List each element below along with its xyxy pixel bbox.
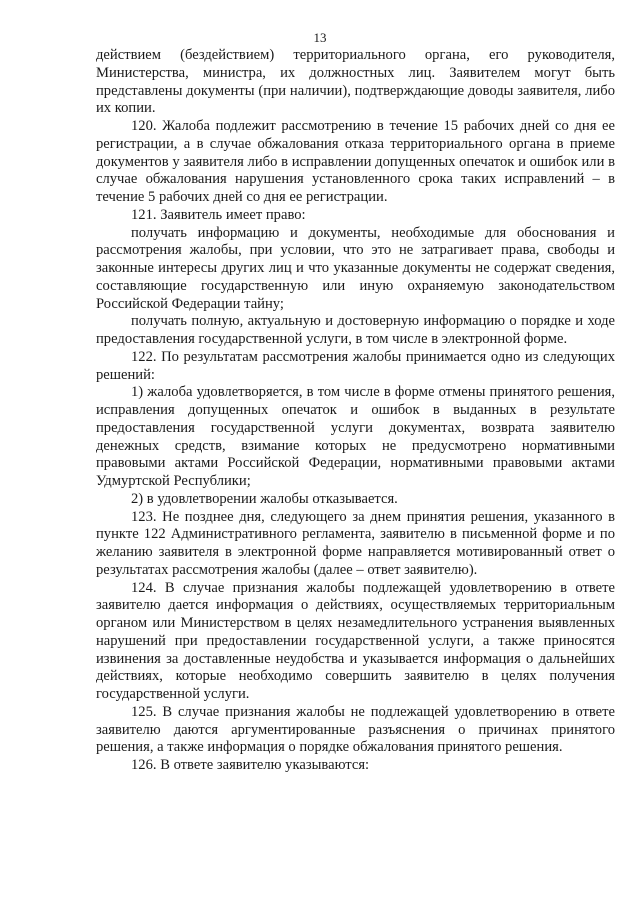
paragraph-121: 121. Заявитель имеет право:	[131, 206, 306, 223]
paragraph-123: 123. Не позднее дня, следующего за днем принятия решения, указанного в пункте 122 Административного регламента, заявителю в письменной форме и по желанию заявителя в электронной форме направляется мотивированный ответ о результатах рассмотрения жалобы (далее – ответ заявителю).	[96, 508, 615, 578]
paragraph-120: 120. Жалоба подлежит рассмотрению в течение 15 рабочих дней со дня ее регистрации, а в случае обжалования отказа территориального органа в приеме документов у заявителя либо в исправлении допущенных опечаток и ошибок или в случае обжалования нарушения установленного срока таких исправлений – в течение 5 рабочих дней со дня ее регистрации.	[96, 118, 615, 205]
paragraph-125: 125. В случае признания жалобы не подлежащей удовлетворению в ответе заявителю даются аргументированные разъяснения о причинах принятого решения, а также информация о порядке обжалования принятого решения.	[96, 703, 615, 756]
paragraph-124: 124. В случае признания жалобы подлежащей удовлетворению в ответе заявителю дается информация о действиях, осуществляемых территориальным органом или Министерством в целях незамедлительного устранения выявленных нарушений при предоставлении государственной услуги, а также приносятся извинения за доставленные неудобства и указывается информация о дальнейших действиях, которые необходимо совершить заявителю в целях получения государственной услуги.	[96, 579, 615, 702]
paragraph-122-item-1: 1) жалоба удовлетворяется, в том числе в форме отмены принятого решения, исправления допущенных опечаток и ошибок в выданных в результате предоставления государственной услуги документах, возврата заявителю денежных средств, взимание которых не предусмотрено нормативными правовыми актами Российской Федерации, нормативными правовыми актами Удмуртской Республики;	[96, 384, 615, 489]
paragraph-121-right-1: получать информацию и документы, необходимые для обоснования и рассмотрения жалобы, при условии, что это не затрагивает права, свободы и законные интересы других лиц и что указанные документы не содержат сведения, составляющие государственную или иную охраняемую законодательством Российской Федерации тайну;	[96, 224, 615, 312]
page-number: 13	[313, 30, 327, 45]
paragraph-121-right-2: получать полную, актуальную и достоверную информацию о порядке и ходе предоставления государственной услуги, в том числе в электронной форме.	[96, 313, 615, 347]
page-body	[96, 47, 615, 775]
paragraph-continuation: действием (бездействием) территориального органа, его руководителя, Министерства, министра, их должностных лиц. Заявителем могут быть представлены документы (при наличии), подтверждающие доводы заявителя, либо их копии.	[96, 47, 615, 117]
paragraph-126: 126. В ответе заявителю указываются:	[131, 757, 370, 773]
paragraph-122: 122. По результатам рассмотрения жалобы принимается одно из следующих решений:	[96, 348, 615, 383]
paragraph-122-item-2: 2) в удовлетворении жалобы отказывается.	[131, 490, 398, 507]
